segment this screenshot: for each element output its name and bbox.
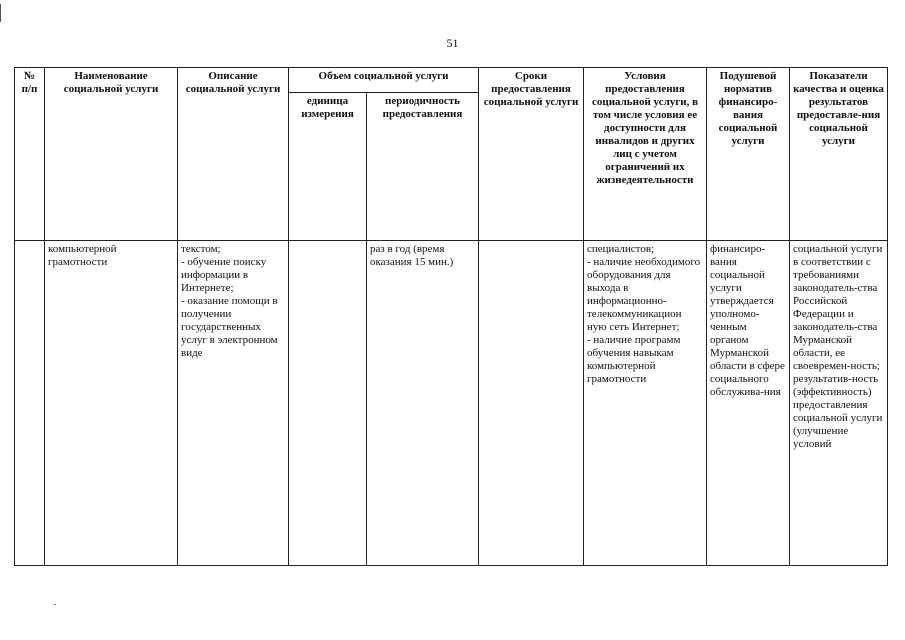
- page-number: 51: [446, 36, 459, 50]
- header-terms: Сроки предоставления социальной услуги: [479, 68, 584, 241]
- header-volume-periodicity: периодичность предоставления: [367, 93, 479, 241]
- table-row: [15, 241, 888, 566]
- cell-conditions: специалистов; - наличие необходимого оборудования для выхода в информационно-телекоммуникацион ную сеть Интернет; - наличие программ обучения навыкам компьютерной грамотности: [584, 241, 707, 566]
- header-description: Описание социальной услуги: [178, 68, 289, 241]
- cell-terms: [479, 241, 584, 566]
- header-per-capita: Подушевой норматив финансиро-вания социальной услуги: [707, 68, 790, 241]
- header-row-1: [15, 68, 888, 93]
- cell-unit: [289, 241, 367, 566]
- scan-edge-mark: [0, 4, 1, 22]
- header-indicators: Показатели качества и оценка результатов предоставле-ния социальной услуги: [790, 68, 888, 241]
- cell-name: компьютерной грамотности: [45, 241, 178, 566]
- header-volume-unit: единица измерения: [289, 93, 367, 241]
- cell-indicators: социальной услуги в соответствии с требованиями законодатель-ства Российской Федерации и законодатель-ства Мурманской области, ее своевремен-ность; результатив-ность (эффективность) предоставления социальной услуги (улучшение условий: [790, 241, 888, 566]
- cell-num: [15, 241, 45, 566]
- services-table: [14, 67, 888, 566]
- header-conditions: Условия предоставления социальной услуги, в том числе условия ее доступности для инвалидов и других лиц с учетом ограничений их жизнедеятельности: [584, 68, 707, 241]
- cell-periodicity: раз в год (время оказания 15 мин.): [367, 241, 479, 566]
- cell-description: текстом; - обучение поиску информации в Интернете; - оказание помощи в получении государственных услуг в электронном виде: [178, 241, 289, 566]
- cell-per-capita: финансиро-вания социальной услуги утверждается уполномо-ченным органом Мурманской области в сфере социального обслужива-ния: [707, 241, 790, 566]
- header-num: № п/п: [15, 68, 45, 241]
- header-name: Наименование социальной услуги: [45, 68, 178, 241]
- scan-dot-mark: [54, 604, 56, 605]
- header-volume: Объем социальной услуги: [289, 68, 479, 93]
